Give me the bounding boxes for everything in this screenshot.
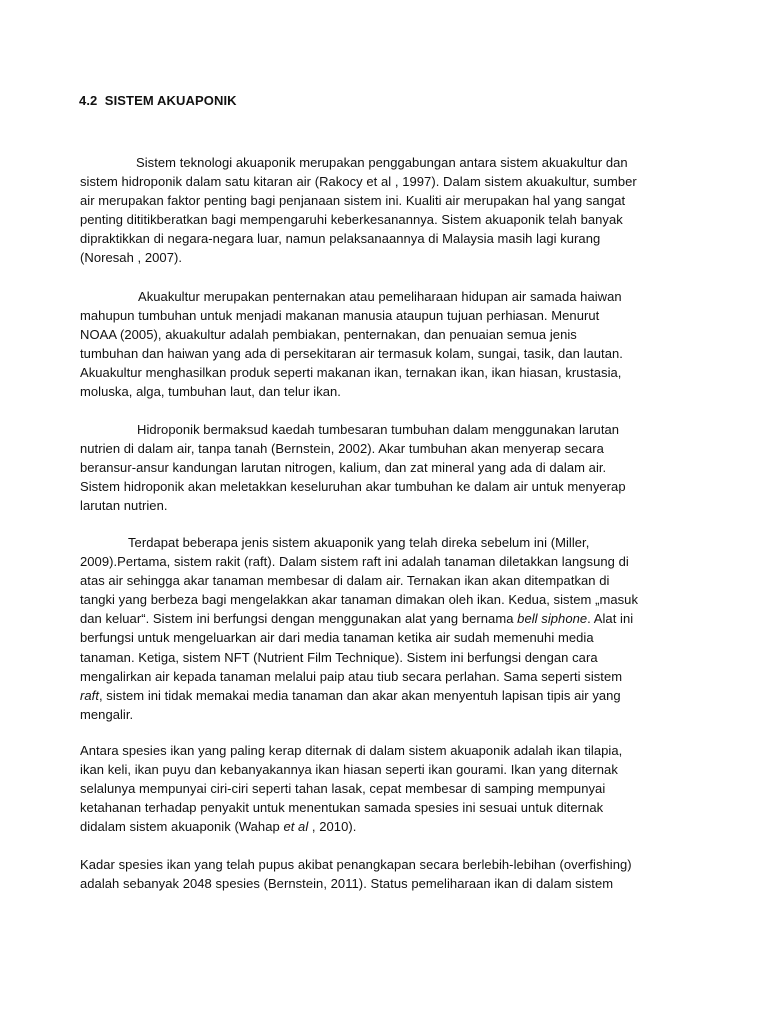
text-line: Antara spesies ikan yang paling kerap diternak di dalam sistem akuaponik adalah ikan tilapia, — [80, 743, 623, 758]
text-line: mahupun tumbuhan untuk menjadi makanan manusia ataupun tujuan perhiasan. Menurut — [80, 308, 600, 324]
text-line: Hidroponik bermaksud kaedah tumbesaran tumbuhan dalam menggunakan larutan — [137, 422, 620, 437]
paragraph-spesies-ikan — [80, 741, 680, 836]
text-line: mengalir. — [80, 706, 134, 722]
text-line: 2009).Pertama, sistem rakit (raft). Dalam sistem raft ini adalah tanaman diletakkan langsung di — [80, 554, 629, 570]
section-heading: 4.2 SISTEM AKUAPONIK — [79, 93, 237, 108]
text-line: beransur-ansur kandungan larutan nitrogen, kalium, dan zat mineral yang ada di dalam air. — [80, 460, 607, 476]
text-line: Akuakultur merupakan penternakan atau pemeliharaan hidupan air samada haiwan — [138, 289, 622, 304]
text-line: larutan nutrien. — [80, 498, 168, 514]
paragraph-hidroponik — [80, 420, 680, 515]
text-line: adalah sebanyak 2048 spesies (Bernstein, 2011). Status pemeliharaan ikan di dalam sistem — [80, 876, 614, 892]
text-line: tanaman. Ketiga, sistem NFT (Nutrient Film Technique). Sistem ini berfungsi dengan cara — [80, 649, 598, 665]
text-line: Terdapat beberapa jenis sistem akuaponik yang telah direka sebelum ini (Miller, — [128, 535, 590, 550]
text-line — [80, 686, 680, 705]
text-line: berfungsi untuk mengeluarkan air dari media tanaman ketika air sudah memenuhi media — [80, 630, 594, 646]
text-line: penting dititikberatkan bagi mempengaruhi keberkesanannya. Sistem akuaponik telah banyak — [80, 212, 623, 228]
paragraph-akuakultur — [80, 287, 680, 402]
text-run: , 2010). — [308, 819, 357, 835]
text-line — [80, 609, 680, 628]
italic-term: et al — [283, 819, 309, 835]
text-line: NOAA (2005), akuakultur adalah pembiakan, penternakan, dan penuaian semua jenis — [80, 327, 577, 343]
italic-term: bell siphone — [517, 611, 588, 627]
text-line: Sistem teknologi akuaponik merupakan penggabungan antara sistem akuakultur dan — [136, 155, 628, 170]
paragraph-jenis-sistem — [80, 533, 680, 724]
text-line: ikan keli, ikan puyu dan kebanyakannya ikan hiasan seperti ikan gourami. Ikan yang diternak — [80, 762, 618, 778]
text-run: . Alat ini — [587, 611, 634, 627]
text-line: Kadar spesies ikan yang telah pupus akibat penangkapan secara berlebih-lebihan (overfishing) — [80, 857, 632, 872]
text-line: tumbuhan dan haiwan yang ada di persekitaran air termasuk kolam, sungai, tasik, dan lautan. — [80, 346, 623, 362]
text-line: tangki yang berbeza bagi mengelakkan akar tanaman dimakan oleh ikan. Kedua, sistem „masuk — [80, 592, 638, 608]
text-line: Akuakultur menghasilkan produk seperti makanan ikan, ternakan ikan, ikan hiasan, krustasia, — [80, 365, 622, 381]
text-run: didalam sistem akuaponik (Wahap — [80, 819, 284, 835]
text-line: (Noresah , 2007). — [80, 250, 183, 266]
text-line: air merupakan faktor penting bagi penjanaan sistem ini. Kualiti air merupakan hal yang sangat — [80, 193, 626, 209]
text-line: dipraktikkan di negara-negara luar, namun pelaksanaannya di Malaysia masih lagi kurang — [80, 231, 601, 247]
text-run: , sistem ini tidak memakai media tanaman dan akar akan menyentuh lapisan tipis air yang — [98, 687, 621, 703]
paragraph-akuaponik-intro — [80, 153, 680, 268]
text-run: dan keluar“. Sistem ini berfungsi dengan menggunakan alat yang bernama — [80, 611, 518, 627]
text-line: nutrien di dalam air, tanpa tanah (Bernstein, 2002). Akar tumbuhan akan menyerap secara — [80, 441, 604, 457]
text-line: atas air sehingga akar tanaman membesar di dalam air. Ternakan ikan akan ditempatkan di — [80, 573, 610, 589]
text-line: selalunya mempunyai ciri-ciri seperti tahan lasak, cepat membesar di samping mempunyai — [80, 781, 606, 797]
text-line: ketahanan terhadap penyakit untuk menentukan samada spesies ini sesuai untuk diternak — [80, 800, 604, 816]
text-line — [80, 817, 680, 836]
text-line: moluska, alga, tumbuhan laut, dan telur ikan. — [80, 384, 341, 400]
text-line: mengalirkan air kepada tanaman melalui paip atau tiub secara perlahan. Sama seperti sistem — [80, 668, 623, 684]
italic-term: raft — [80, 687, 99, 703]
paragraph-overfishing — [80, 855, 680, 893]
text-line: Sistem hidroponik akan meletakkan keseluruhan akar tumbuhan ke dalam air untuk menyerap — [80, 479, 626, 495]
text-line: sistem hidroponik dalam satu kitaran air (Rakocy et al , 1997). Dalam sistem akuakultur, sumber — [80, 174, 637, 190]
